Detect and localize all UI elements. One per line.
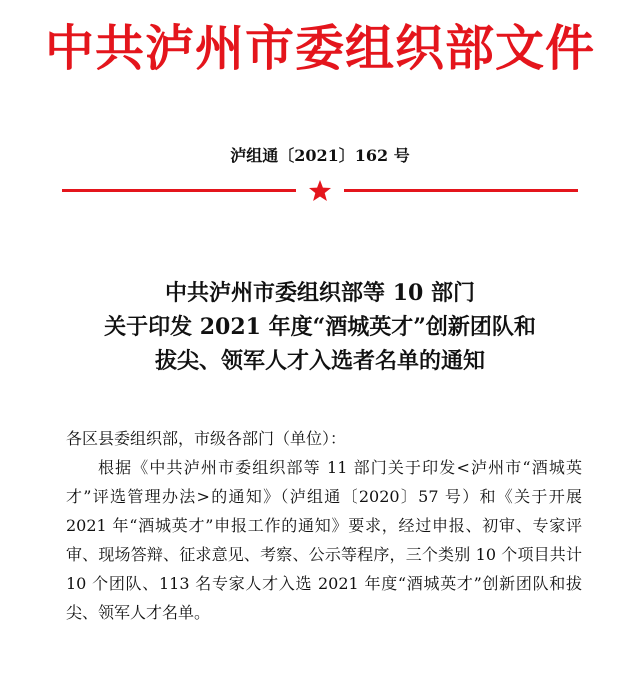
salutation: 各区县委组织部，市级各部门（单位）：	[66, 429, 347, 448]
title-line-1: 中共泸州市委组织部等 10 部门	[165, 280, 475, 306]
divider-line-right	[344, 189, 578, 192]
red-divider	[62, 181, 578, 201]
document-number: 泸组通〔2021〕162 号	[230, 146, 410, 165]
body-paragraph: 根据《中共泸州市委组织部等 11 部门关于印发<泸州市“酒城英才”评选管理办法>的通知》（泸组通〔2020〕57 号）和《关于开展 2021 年“酒城英才”申报工作的通知》要求，经过申报、初审、专家评审、现场答辩、征求意见、考察、公示等程序，三个类别 10 个项目共计 10 个团队、113 名专家人才入选 2021 年度“酒城英才”创新团队和拔尖、领军人才名单。	[66, 458, 582, 622]
notice-body	[66, 424, 582, 627]
title-line-3: 拔尖、领军人才入选者名单的通知	[154, 348, 485, 374]
notice-title	[0, 276, 640, 378]
document-masthead: 中共泸州市委组织部文件	[44, 19, 595, 77]
divider-line-left	[62, 189, 296, 192]
star-icon	[308, 179, 332, 203]
title-line-2: 关于印发 2021 年度“酒城英才”创新团队和	[104, 314, 536, 340]
